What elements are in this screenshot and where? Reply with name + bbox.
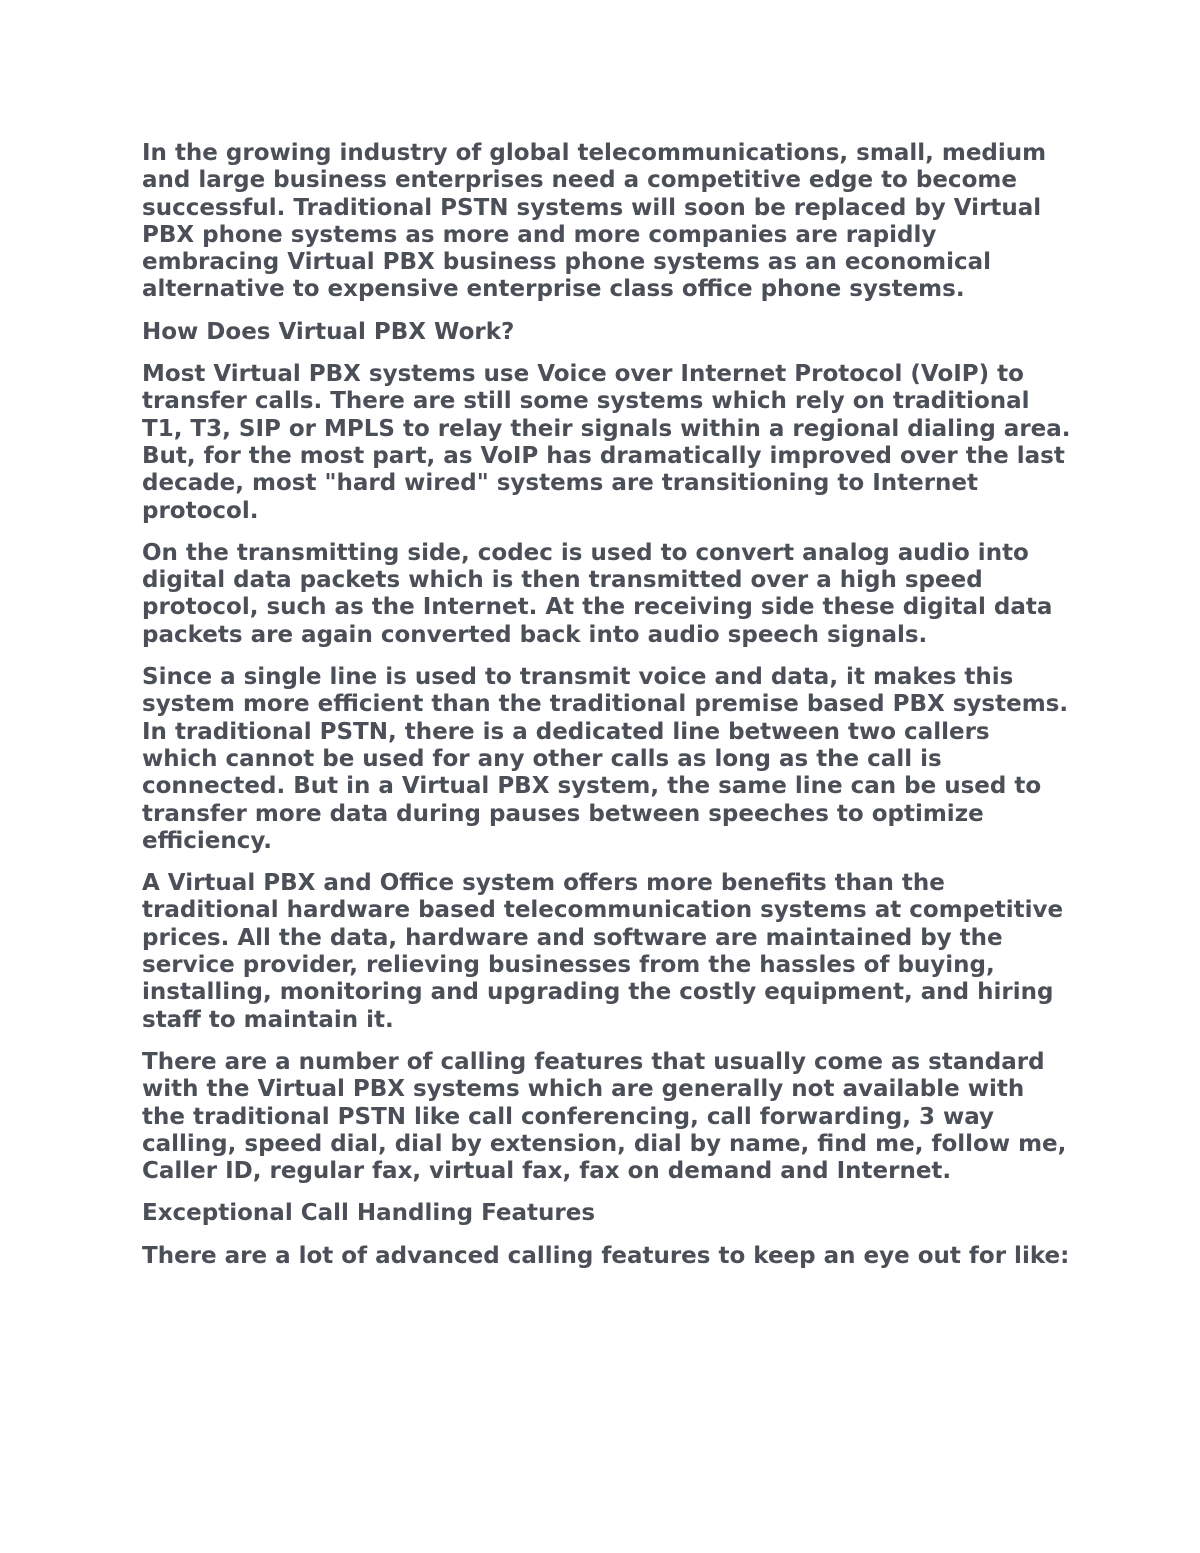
benefits-paragraph: A Virtual PBX and Office system offers more benefits than the traditional hardware based telecommunication systems at competitive prices. All the data, hardware and software are maintained by the service provider, relieving businesses from the hassles of buying, installing, monitoring and upgrading the costly equipment, and hiring staff to maintain it. [142,870,1064,1033]
document-body [142,140,1072,1285]
intro-paragraph: In the growing industry of global telecommunications, small, medium and large business enterprises need a competitive edge to become successful. Traditional PSTN systems will soon be replaced by Virtual PBX phone systems as more and more companies are rapidly embracing Virtual PBX business phone systems as an economical alternative to expensive enterprise class office phone systems. [142,140,1047,303]
codec-paragraph: On the transmitting side, codec is used to convert analog audio into digital data packets which is then transmitted over a high speed protocol, such as the Internet. At the receiving side these digital data packets are again converted back into audio speech signals. [142,539,1053,648]
heading-how-virtual-pbx-works: How Does Virtual PBX Work? [142,318,515,345]
advanced-features-paragraph: There are a lot of advanced calling features to keep an eye out for like: [142,1242,1070,1269]
efficiency-paragraph: Since a single line is used to transmit voice and data, it makes this system more efficient than the traditional premise based PBX systems. In traditional PSTN, there is a dedicated line between two callers which cannot be used for any other calls as long as the call is connected. But in a Virtual PBX system, the same line can be used to transfer more data during pauses between speeches to optimize efficiency. [142,664,1069,854]
heading-call-handling-features: Exceptional Call Handling Features [142,1200,596,1227]
features-paragraph: There are a number of calling features that usually come as standard with the Virtual PBX systems which are generally not available with the traditional PSTN like call conferencing, call forwarding, 3 way calling, speed dial, dial by extension, dial by name, find me, follow me, Caller ID, regular fax, virtual fax, fax on demand and Internet. [142,1048,1067,1185]
voip-paragraph: Most Virtual PBX systems use Voice over Internet Protocol (VoIP) to transfer calls. There are still some systems which rely on traditional T1, T3, SIP or MPLS to relay their signals within a regional dialing area. But, for the most part, as VoIP has dramatically improved over the last decade, most "hard wired" systems are transitioning to Internet protocol. [142,361,1071,524]
